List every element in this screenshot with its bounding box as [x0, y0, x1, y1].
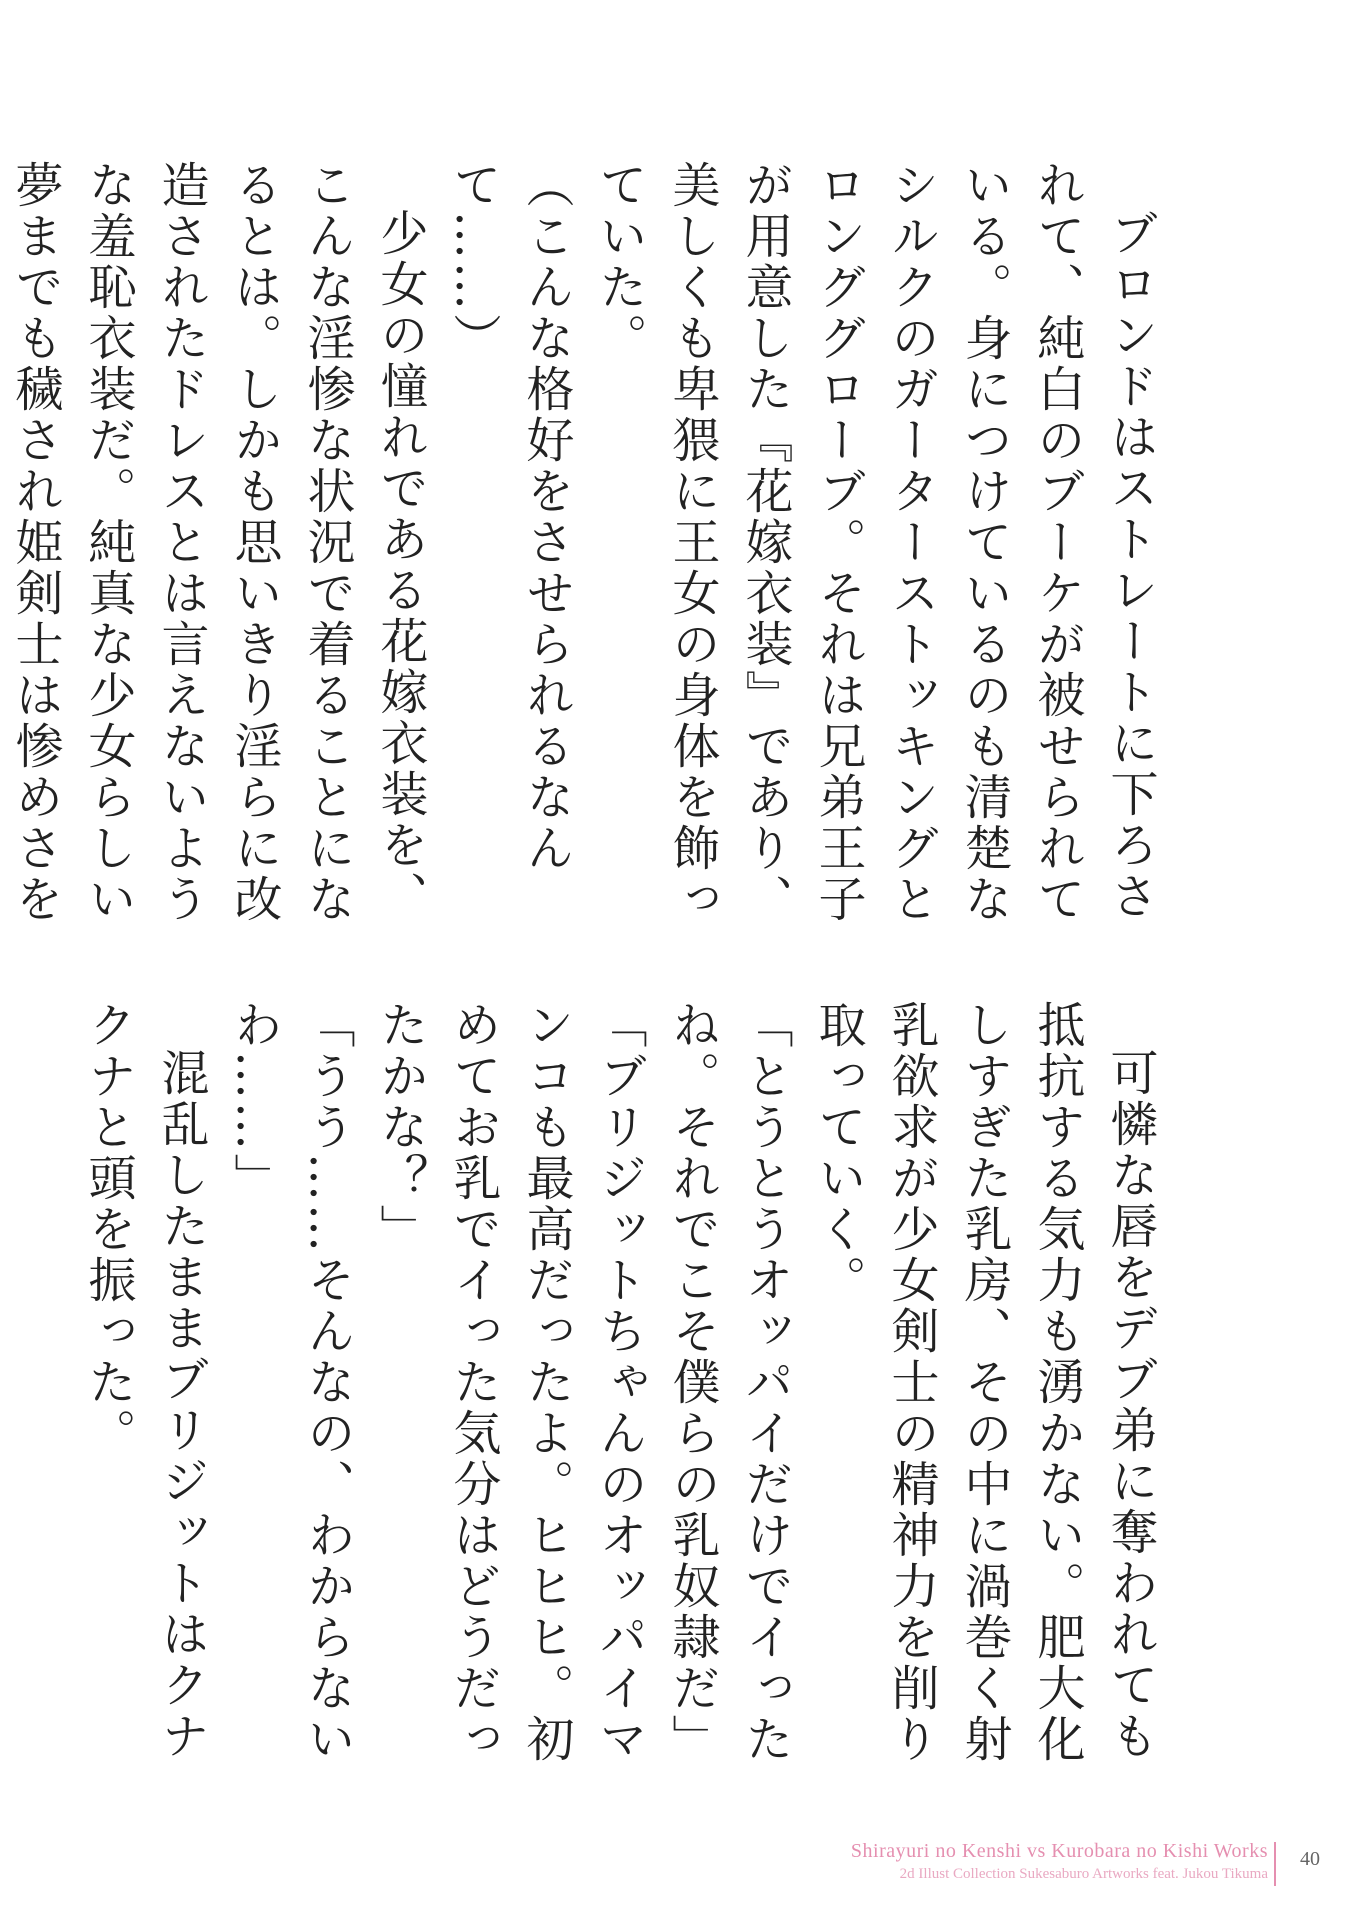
- paragraph: 混乱したままブリジットはクナクナと頭を振った。: [80, 1000, 209, 1762]
- paragraph: 「ブリジットちゃんのオッパイマンコも最高だったよ。ヒヒヒ。初めてお乳でイった気分はどうだったかな？」: [372, 1000, 647, 1765]
- footer-title: Shirayuri no Kenshi vs Kurobara no Kishi Works: [850, 1840, 1268, 1862]
- paragraph: ブロンドはストレートに下ろされて、純白のブーケが被せられている。身につけているのも清楚なシルクのガーターストッキングとロンググローブ。それは兄弟王子が用意した『花嫁衣装』であり、美しくも卑猥に王女の身体を飾っていた。: [591, 160, 1158, 925]
- paragraph: 「とうとうオッパイだけでイったね。それでこそ僕らの乳奴隷だ」: [664, 1000, 793, 1765]
- footer-divider: [1274, 1842, 1276, 1886]
- paragraph: 可憐な唇をデブ弟に奪われても抵抗する気力も湧かない。肥大化しすぎた乳房、その中に渦巻く射乳欲求が少女剣士の精神力を削り取っていく。: [810, 1000, 1158, 1765]
- paragraph: 「うう……そんなの、わからないわ……」: [226, 1000, 355, 1765]
- text-block-top: [7, 160, 1166, 940]
- page-number: 40: [1300, 1848, 1320, 1870]
- paragraph: 少女の憧れである花嫁衣装を、こんな淫惨な状況で着ることになるとは。しかも思いきり淫らに改造されたドレスとは言えないような羞恥衣装だ。純真な少女らしい夢までも穢され姫剣士は惨めさを: [7, 160, 428, 925]
- text-block-bottom: [80, 1000, 1166, 1780]
- footer-subtitle: 2d Illust Collection Sukesaburo Artworks feat. Jukou Tikuma: [899, 1866, 1268, 1882]
- page-footer: [810, 1840, 1330, 1892]
- paragraph: （こんな格好をさせられるなんて……）: [445, 160, 574, 874]
